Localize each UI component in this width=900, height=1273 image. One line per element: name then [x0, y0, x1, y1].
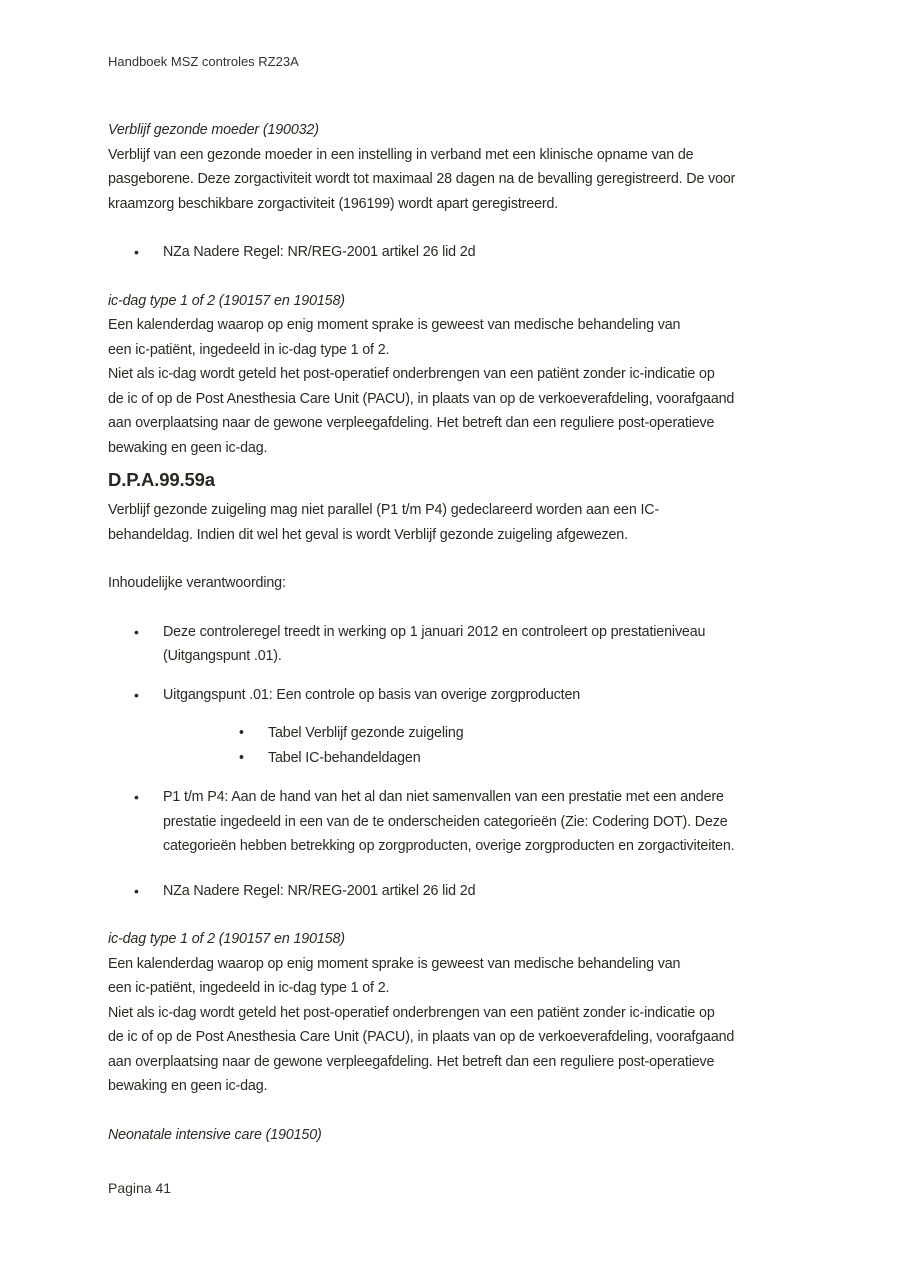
text-line: aan overplaatsing naar de gewone verpleegafdeling. Het betreft dan een reguliere post-operatieve — [108, 1053, 715, 1070]
text-line: bewaking en geen ic-dag. — [108, 439, 268, 456]
bullet-item — [108, 620, 808, 669]
section-title: ic-dag type 1 of 2 (190157 en 190158) — [108, 931, 345, 947]
page-content — [108, 118, 808, 1147]
section-title: ic-dag type 1 of 2 (190157 en 190158) — [108, 292, 345, 309]
sub-bullet-item — [108, 746, 808, 771]
bullet-text: NZa Nadere Regel: NR/REG-2001 artikel 26 lid 2d — [163, 244, 476, 260]
bullet-text: • NZa Nadere Regel: NR/REG-2001 artikel 26 lid 2d — [163, 882, 476, 899]
sub-bullet-text: Tabel IC-behandeldagen — [268, 750, 421, 766]
bullet-item — [108, 879, 808, 904]
page-number: Pagina 41 — [108, 1180, 172, 1196]
section-ic-dag-1 — [108, 289, 808, 461]
text-line: Niet als ic-dag wordt geteld het post-operatief onderbrengen van een patiënt zonder ic-indicatie op — [108, 1004, 715, 1021]
text-line: Niet als ic-dag wordt geteld het post-operatief onderbrengen van een patiënt zonder ic-indicatie op — [108, 366, 715, 382]
bullet-list — [108, 240, 808, 265]
rule-heading: D.P.A.99.59a — [108, 469, 215, 490]
section-verblijf-gezonde-moeder — [108, 118, 808, 265]
text-line: een ic-patiënt, ingedeeld in ic-dag type 1 of 2. — [108, 341, 390, 358]
justification-bullets — [108, 620, 808, 708]
sub-bullet-text: Tabel Verblijf gezonde zuigeling — [268, 725, 464, 741]
section-ic-dag-2 — [108, 927, 808, 1099]
text-line: Een kalenderdag waarop op enig moment sprake is geweest van medische behandeling van — [108, 955, 681, 972]
text-line: bewaking en geen ic-dag. — [108, 1078, 268, 1094]
text-line: aan overplaatsing naar de gewone verpleegafdeling. Het betreft dan een reguliere post-operatieve — [108, 415, 715, 431]
justification-label: Inhoudelijke verantwoording: — [108, 575, 286, 591]
bullet-text: • Deze controleregel treedt in werking op 1 januari 2012 en controleert op prestatieniveau — [163, 623, 706, 640]
section-title: Verblijf gezonde moeder (190032) — [108, 122, 319, 138]
text-line: de ic of op de Post Anesthesia Care Unit (PACU), in plaats van op de verkoeverafdeling, voorafgaand — [108, 1029, 735, 1045]
text-line: Verblijf van een gezonde moeder in een instelling in verband met een klinische opname van de — [108, 146, 694, 163]
section-neonatale-intensive-care — [108, 1123, 808, 1148]
bullet-item — [108, 683, 808, 708]
text-line: Een kalenderdag waarop op enig moment sprake is geweest van medische behandeling van — [108, 317, 681, 333]
bullet-text: categorieën hebben betrekking op zorgproducten, overige zorgproducten en zorgactiviteiten. — [163, 838, 735, 854]
bullet-text: • P1 t/m P4: Aan de hand van het al dan niet samenvallen van een prestatie met een andere — [163, 789, 724, 805]
section-rule-dpa-99-59a — [108, 466, 808, 903]
text-line: Verblijf gezonde zuigeling mag niet parallel (P1 t/m P4) gedeclareerd worden aan een IC- — [108, 502, 660, 518]
bullet-item — [108, 240, 808, 265]
text-line: een ic-patiënt, ingedeeld in ic-dag type 1 of 2. — [108, 980, 390, 996]
bullet-text: • Uitgangspunt .01: Een controle op basis van overige zorgproducten — [163, 686, 581, 703]
running-header: Handboek MSZ controles RZ23A — [108, 54, 299, 69]
text-line: pasgeborene. Deze zorgactiviteit wordt tot maximaal 28 dagen na de bevalling geregistreerd. De voor — [108, 171, 736, 187]
justification-bullets-continued — [108, 785, 808, 903]
bullet-text: prestatie ingedeeld in een van de te onderscheiden categorieën (Zie: Codering DOT). Deze — [163, 813, 728, 830]
section-title: Neonatale intensive care (190150) — [108, 1126, 322, 1143]
sub-bullet-item — [108, 721, 808, 746]
text-line: behandeldag. Indien dit wel het geval is wordt Verblijf gezonde zuigeling afgewezen. — [108, 526, 628, 543]
text-line: kraamzorg beschikbare zorgactiviteit (196199) wordt apart geregistreerd. — [108, 195, 559, 212]
bullet-item — [108, 785, 808, 859]
sub-bullet-list — [108, 721, 808, 771]
bullet-text: (Uitgangspunt .01). — [163, 648, 282, 664]
text-line: de ic of op de Post Anesthesia Care Unit (PACU), in plaats van op de verkoeverafdeling, voorafgaand — [108, 390, 735, 407]
